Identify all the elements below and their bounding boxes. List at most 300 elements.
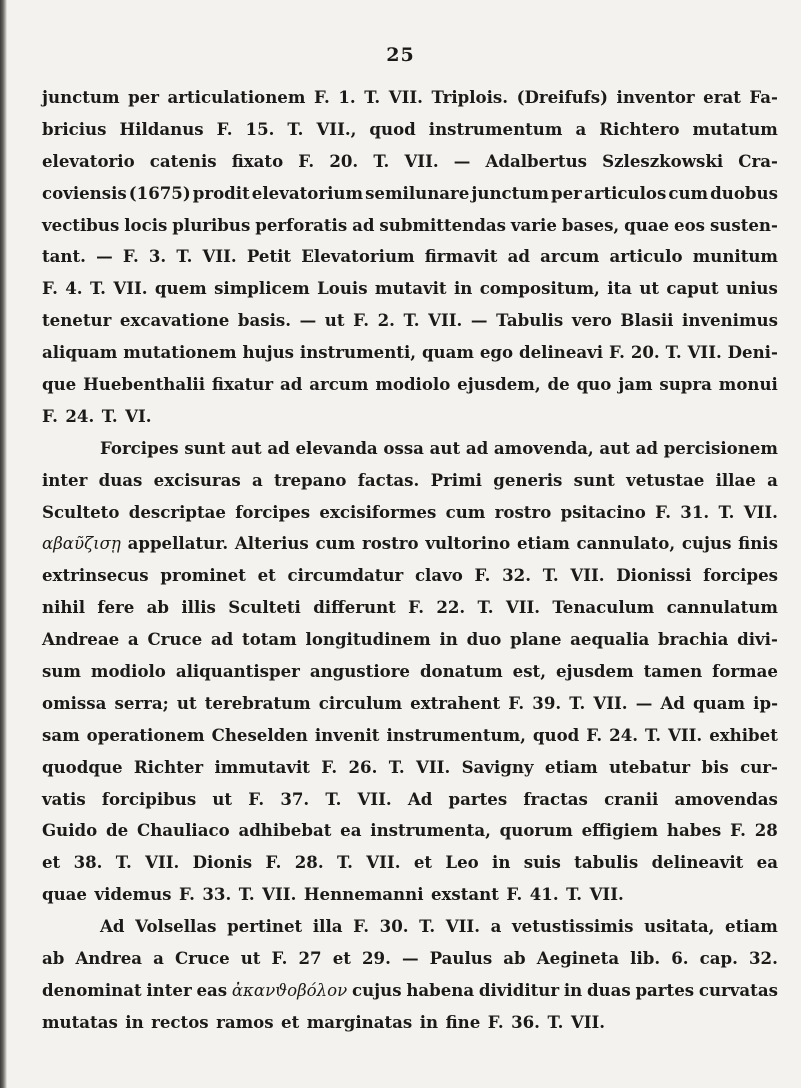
word: per — [128, 87, 159, 107]
text-line — [42, 656, 778, 688]
word: 36. — [511, 1011, 540, 1032]
word: Tabulis — [496, 310, 564, 331]
word: ut — [176, 692, 197, 713]
word: rostro — [494, 501, 552, 522]
word: VII. — [505, 597, 541, 618]
word: curvatas — [698, 979, 778, 1000]
word: semilunare — [365, 182, 470, 203]
word: VII., — [316, 118, 357, 139]
word: longitudinem — [305, 629, 431, 650]
word: submittendas — [379, 214, 506, 235]
word: exstant — [430, 884, 499, 905]
word: Aegineta — [536, 948, 620, 969]
word: Triplois. — [431, 87, 509, 107]
text-line — [42, 975, 778, 1007]
word: 22. — [436, 597, 466, 618]
word: partes — [635, 979, 695, 1000]
word: supra — [659, 374, 712, 395]
word: F. — [609, 342, 625, 363]
word: operationem — [86, 724, 205, 745]
word: sunt — [184, 437, 226, 458]
word: vetustae — [626, 469, 705, 490]
word: basis. — [237, 310, 291, 331]
word: F. — [487, 1011, 504, 1032]
word: mutavit — [374, 278, 447, 299]
word: ab — [503, 948, 526, 969]
word: T. — [718, 501, 735, 522]
word: VII. — [113, 278, 148, 299]
word: VII. — [589, 884, 624, 905]
word: terebratum — [204, 692, 311, 713]
word: VII. — [388, 87, 423, 107]
word: a — [153, 948, 164, 969]
word: T. — [101, 405, 118, 426]
word: inter — [42, 469, 88, 490]
word: T. — [542, 565, 559, 586]
word: Hildanus — [119, 118, 204, 139]
word: VII. — [366, 852, 401, 873]
word: VII. — [404, 150, 439, 171]
word: ut — [212, 788, 233, 809]
word: modiolo — [375, 374, 451, 395]
word: trepano — [274, 469, 347, 490]
paragraph — [42, 82, 778, 433]
word: rostro — [361, 533, 419, 554]
word: tant. — [42, 246, 86, 267]
word: T. — [569, 692, 586, 713]
word: F. — [353, 916, 370, 937]
word: de — [106, 820, 129, 841]
word: quam — [421, 342, 474, 363]
word: etiam — [544, 756, 598, 777]
word: ad — [507, 246, 530, 267]
word: VII. — [428, 310, 463, 331]
word: 32. — [748, 948, 778, 969]
word: ab — [146, 597, 170, 618]
word: de — [547, 374, 570, 395]
word: que — [42, 374, 77, 395]
text-line — [42, 497, 778, 529]
word: — — [96, 246, 113, 267]
word: forcipes — [235, 501, 311, 522]
word: F. — [353, 310, 369, 331]
word: erat — [703, 87, 741, 107]
word: F. — [179, 884, 195, 905]
word: VII. — [593, 692, 628, 713]
word: 33. — [202, 884, 232, 905]
word: ea — [756, 852, 778, 873]
word: vultorino — [425, 533, 511, 554]
word: αβαῦζισῃ — [42, 534, 121, 554]
word: in — [492, 852, 511, 873]
word: divi- — [737, 629, 778, 650]
text-line — [42, 273, 778, 305]
word: Fa- — [749, 87, 778, 107]
word: F. — [271, 948, 288, 969]
word: Dionis — [192, 852, 253, 873]
word: jam — [618, 374, 653, 395]
word: extrahent — [410, 692, 501, 713]
word: 20. — [630, 342, 660, 363]
word: cannulatum — [666, 597, 778, 618]
word: 26. — [348, 756, 378, 777]
word: Louis — [317, 278, 368, 299]
word: cum — [315, 533, 356, 554]
word: in — [419, 1011, 439, 1032]
word: sam — [42, 724, 80, 745]
word: effigiem — [581, 820, 659, 841]
word: amovenda, — [493, 437, 594, 458]
word: quo — [576, 374, 612, 395]
word: delineavit — [651, 852, 744, 873]
word: catenis — [149, 150, 217, 171]
word: quem — [154, 278, 207, 299]
word: ut — [240, 948, 261, 969]
word: VI. — [125, 405, 152, 426]
text-line — [42, 465, 778, 497]
word: prodit — [192, 182, 250, 203]
word: Andrea — [75, 948, 143, 969]
word: T. — [115, 852, 132, 873]
word: circumdatur — [287, 565, 404, 586]
word: 27 — [298, 948, 322, 969]
word: F. — [248, 788, 265, 809]
word: VII. — [262, 884, 297, 905]
word: in — [453, 278, 473, 299]
word: generis — [493, 469, 563, 490]
word: junctum — [42, 87, 120, 107]
word: Adalbertus — [485, 150, 587, 171]
word: modiolo — [90, 661, 166, 682]
text-line — [42, 114, 778, 146]
word: perforatis — [255, 214, 348, 235]
word: Ad — [660, 692, 685, 713]
word: in — [125, 1011, 144, 1032]
word: junctum — [471, 182, 549, 203]
word: cur- — [740, 756, 778, 777]
text-line — [42, 624, 778, 656]
text-line — [42, 401, 778, 433]
word: T. — [287, 118, 304, 139]
word: pertinet — [227, 916, 303, 937]
word: F. — [508, 692, 525, 713]
word: T. — [373, 150, 390, 171]
word: T. — [645, 724, 662, 745]
word: 28. — [294, 852, 324, 873]
word: illae — [715, 469, 756, 490]
word: unius — [726, 278, 778, 299]
word: factas. — [357, 469, 420, 490]
word: invenit — [314, 724, 380, 745]
word: fine — [445, 1011, 481, 1032]
word: Blasii — [620, 310, 674, 331]
word: 28 — [754, 820, 778, 841]
word: delineavi — [519, 342, 604, 363]
word: instrumentum, — [386, 724, 526, 745]
word: VII. — [570, 565, 605, 586]
word: psitacino — [560, 501, 646, 522]
word: T. — [477, 597, 494, 618]
word: ossa — [383, 437, 424, 458]
word: ip- — [753, 692, 778, 713]
word: ejusdem — [555, 661, 634, 682]
word: forcipes — [703, 565, 778, 586]
word: tenetur — [42, 310, 112, 331]
word: eas — [196, 979, 228, 1000]
word: F. — [313, 87, 330, 107]
word: quae — [42, 884, 87, 905]
word: cranii — [604, 788, 659, 809]
word: rectos — [151, 1011, 209, 1032]
word: ramos — [216, 1011, 274, 1032]
text-line — [42, 241, 778, 273]
word: habena — [406, 979, 475, 1000]
word: habes — [666, 820, 722, 841]
text-line — [42, 879, 778, 911]
word: T. — [176, 246, 193, 267]
word: Richter — [133, 756, 204, 777]
text-line — [42, 815, 778, 847]
word: vetustissimis — [512, 916, 634, 937]
word: F. — [216, 118, 233, 139]
word: ad — [267, 437, 290, 458]
word: 3. — [148, 246, 167, 267]
word: Richtero — [599, 118, 680, 139]
word: simplicem — [214, 278, 310, 299]
word: F. — [122, 246, 139, 267]
word: omissa — [42, 692, 107, 713]
word: — — [635, 692, 653, 713]
word: usitata, — [644, 916, 715, 937]
word: 29. — [362, 948, 391, 969]
word: T. — [238, 884, 255, 905]
word: tabulis — [574, 852, 639, 873]
text-line — [42, 433, 778, 465]
word: T. — [325, 788, 342, 809]
word: tamen — [643, 661, 703, 682]
word: VII. — [687, 342, 722, 363]
word: T. — [566, 884, 583, 905]
word: elevanda — [295, 437, 378, 458]
word: F. — [408, 597, 425, 618]
word: 39. — [532, 692, 562, 713]
word: (Dreifufs) — [516, 87, 608, 107]
word: bis — [701, 756, 729, 777]
word: hujus — [242, 342, 294, 363]
word: 24. — [65, 405, 95, 426]
word: Forcipes — [100, 437, 179, 458]
text-line — [42, 911, 778, 943]
word: T. — [547, 1011, 564, 1032]
word: aut — [231, 437, 262, 458]
word: plane — [510, 629, 562, 650]
word: a — [490, 916, 502, 937]
word: elevatorium — [251, 182, 364, 203]
word: 4. — [65, 278, 83, 299]
word: 37. — [280, 788, 310, 809]
word: forcipibus — [101, 788, 197, 809]
word: T. — [336, 852, 353, 873]
word: in — [439, 629, 458, 650]
word: vatis — [42, 788, 86, 809]
word: suis — [523, 852, 561, 873]
word: Hennemanni — [303, 884, 424, 905]
word: Tenaculum — [552, 597, 655, 618]
word: ut — [324, 310, 345, 331]
text-line — [42, 305, 778, 337]
word: per — [550, 182, 582, 203]
word: 15. — [245, 118, 275, 139]
word: illa — [312, 916, 343, 937]
word: Paulus — [429, 948, 493, 969]
word: Chauliaco — [137, 820, 230, 841]
word: 32. — [502, 565, 531, 586]
word: vero — [571, 310, 612, 331]
word: inventor — [616, 87, 695, 107]
word: formae — [712, 661, 778, 682]
word: VII. — [668, 724, 703, 745]
text-line — [42, 82, 778, 114]
word: a — [767, 469, 778, 490]
text-line — [42, 560, 778, 592]
word: VII. — [145, 852, 180, 873]
word: Cruce — [174, 948, 230, 969]
word: illis — [181, 597, 216, 618]
word: fere — [97, 597, 135, 618]
text-line — [42, 369, 778, 401]
body-text — [42, 82, 778, 1039]
word: 30. — [379, 916, 409, 937]
word: brachia — [658, 629, 729, 650]
word: aut — [429, 437, 461, 458]
word: videmus — [94, 884, 172, 905]
word: varie — [510, 214, 557, 235]
word: et — [413, 852, 433, 873]
word: F. — [321, 756, 338, 777]
text-line — [42, 752, 778, 784]
paragraph — [42, 433, 778, 911]
word: Sculteto — [42, 501, 120, 522]
word: adhibebat — [238, 820, 332, 841]
word: VII. — [202, 246, 237, 267]
word: excisuras — [153, 469, 241, 490]
word: Savigny — [461, 756, 534, 777]
word: circulum — [318, 692, 403, 713]
word: et — [332, 948, 351, 969]
word: 1. — [338, 87, 356, 107]
word: ego — [479, 342, 514, 363]
word: Sculteti — [228, 597, 301, 618]
word: descriptae — [128, 501, 226, 522]
text-line — [42, 847, 778, 879]
word: duobus — [710, 182, 778, 203]
word: Deni- — [727, 342, 778, 363]
word: articulos — [583, 182, 667, 203]
word: F. — [265, 852, 282, 873]
word: Dionissi — [616, 565, 692, 586]
word: est, — [512, 661, 546, 682]
word: instrumentum — [428, 118, 563, 139]
word: sunt — [573, 469, 615, 490]
word: invenimus — [682, 310, 778, 331]
word: locis — [124, 214, 168, 235]
paragraph — [42, 911, 778, 1039]
word: — — [453, 150, 471, 171]
word: F. — [298, 150, 315, 171]
word: immutavit — [214, 756, 310, 777]
word: duas — [586, 979, 631, 1000]
word: donatum — [419, 661, 503, 682]
word: Petit — [246, 246, 292, 267]
word: Leo — [445, 852, 479, 873]
word: T. — [403, 310, 420, 331]
word: fixatur — [211, 374, 274, 395]
word: aliquam — [42, 342, 118, 363]
text-line — [42, 784, 778, 816]
word: F. — [474, 565, 491, 586]
word: 24. — [609, 724, 639, 745]
text-line — [42, 943, 778, 975]
text-line — [42, 337, 778, 369]
word: totam — [242, 629, 297, 650]
text-line — [42, 146, 778, 178]
word: ad — [635, 437, 658, 458]
word: ad — [210, 629, 234, 650]
word: Cra- — [738, 150, 778, 171]
word: arcum — [540, 246, 600, 267]
word: VII. — [570, 1011, 606, 1032]
text-line — [42, 720, 778, 752]
word: mutatum — [692, 118, 778, 139]
text-line — [42, 592, 778, 624]
word: instrumenta, — [370, 820, 491, 841]
word: ad — [465, 437, 489, 458]
word: Cheselden — [211, 724, 308, 745]
word: aut — [599, 437, 630, 458]
word: utebatur — [609, 756, 691, 777]
word: etiam — [516, 533, 570, 554]
word: fixato — [231, 150, 284, 171]
word: quae — [624, 214, 670, 235]
word: cap. — [699, 948, 738, 969]
word: quorum — [499, 820, 573, 841]
word: ἀκανϑοβόλον — [231, 980, 348, 1000]
text-line — [42, 688, 778, 720]
word: et — [257, 565, 276, 586]
word: sum — [42, 661, 81, 682]
word: T. — [665, 342, 682, 363]
word: F. — [586, 724, 603, 745]
word: ejusdem, — [457, 374, 541, 395]
word: VII. — [743, 501, 778, 522]
word: cum — [445, 501, 486, 522]
word: eos — [674, 214, 706, 235]
word: inter — [146, 979, 192, 1000]
word: articulo — [609, 246, 683, 267]
word: duas — [98, 469, 143, 490]
word: partes — [448, 788, 508, 809]
word: quod — [369, 118, 416, 139]
text-line — [42, 1007, 778, 1039]
word: et — [281, 1011, 300, 1032]
word: F. — [42, 405, 58, 426]
word: angustiore — [309, 661, 410, 682]
word: mutatas — [42, 1011, 118, 1032]
page-binding-edge — [0, 0, 7, 1088]
word: et — [42, 852, 61, 873]
word: etiam — [725, 916, 778, 937]
text-line — [42, 528, 778, 560]
